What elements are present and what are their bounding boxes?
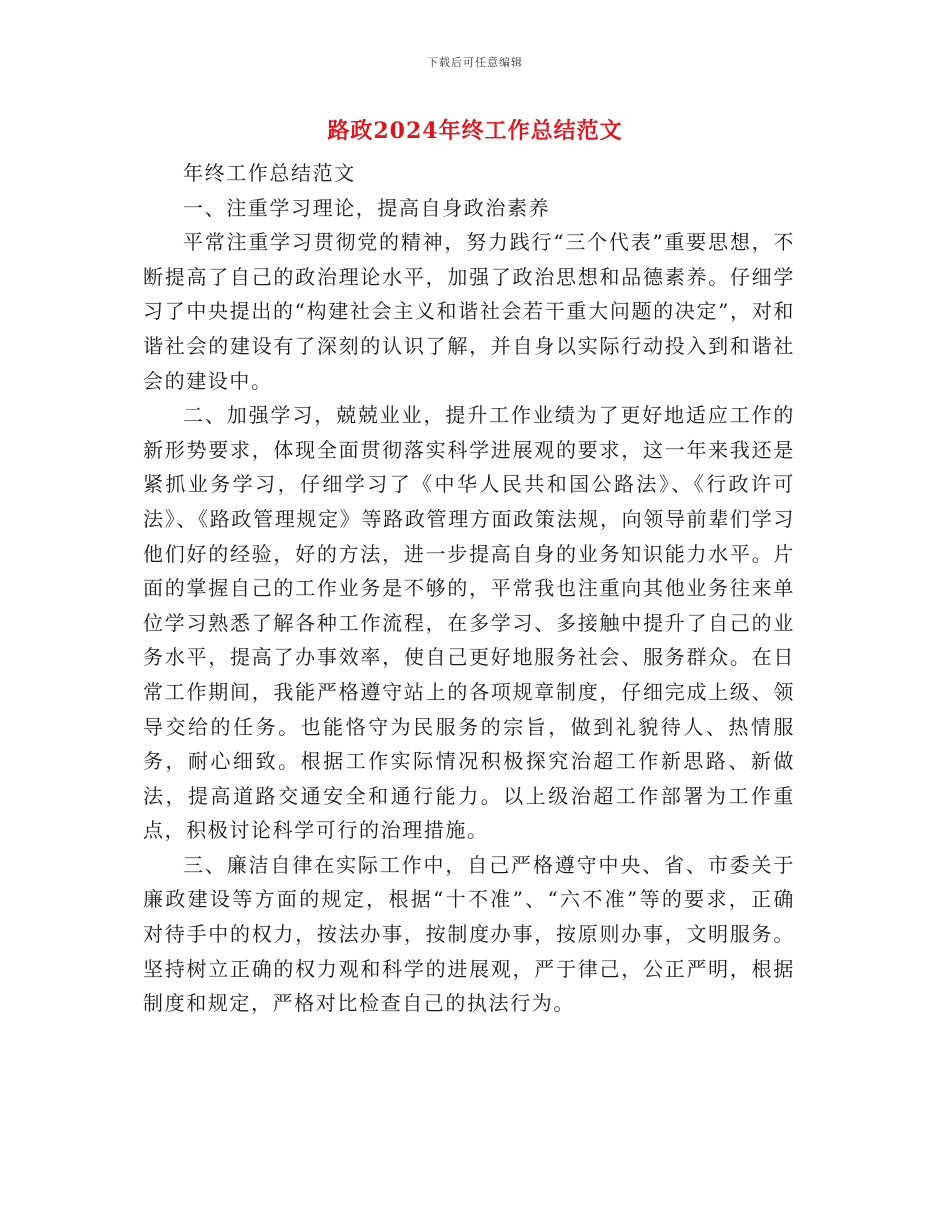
paragraph-1: 平常注重学习贯彻党的精神，努力践行“三个代表”重要思想，不断提高了自己的政治理论水平，加强了政治思想和品德素养。仔细学习了中央提出的“构建社会主义和谐社会若干重大问题的决定”，对和谐社会的建设有了深刻的认识了解，并自身以实际行动投入到和谐社会的建设中。 (143, 230, 795, 393)
header-note: 下载后可任意编辑 (427, 56, 523, 69)
paragraph-2: 二、加强学习，兢兢业业，提升工作业绩为了更好地适应工作的新形势要求，体现全面贯彻落实科学进展观的要求，这一年来我还是紧抓业务学习，仔细学习了《中华人民共和国公路法》、《行政许可法》、《路政管理规定》等路政管理方面政策法规，向领导前辈们学习他们好的经验，好的方法，进一步提高自身的业务知识能力水平。片面的掌握自己的工作业务是不够的，平常我也注重向其他业务往来单位学习熟悉了解各种工作流程，在多学习、多接触中提升了自己的业务水平，提高了办事效率，使自己更好地服务社会、服务群众。在日常工作期间，我能严格遵守站上的各项规章制度，仔细完成上级、领导交给的任务。也能恪守为民服务的宗旨，做到礼貌待人、热情服务，耐心细致。根据工作实际情况积极探究治超工作新思路、新做法，提高道路交通安全和通行能力。以上级治超工作部署为工作重点，积极讨论科学可行的治理措施。 (143, 403, 795, 843)
paragraph-3: 三、廉洁自律在实际工作中，自己严格遵守中央、省、市委关于廉政建设等方面的规定，根据“十不准”、“六不准”等的要求，正确对待手中的权力，按法办事，按制度办事，按原则办事，文明服务。坚持树立正确的权力观和科学的进展观，严于律己，公正严明，根据制度和规定，严格对比检查自己的执法行为。 (143, 852, 795, 1016)
paragraph-heading-1: 一、注重学习理论，提高自身政治素养 (183, 195, 551, 220)
document-title: 路政2024年终工作总结范文 (327, 118, 623, 144)
document-body (143, 156, 795, 1021)
paragraph-subtitle: 年终工作总结范文 (183, 161, 356, 185)
